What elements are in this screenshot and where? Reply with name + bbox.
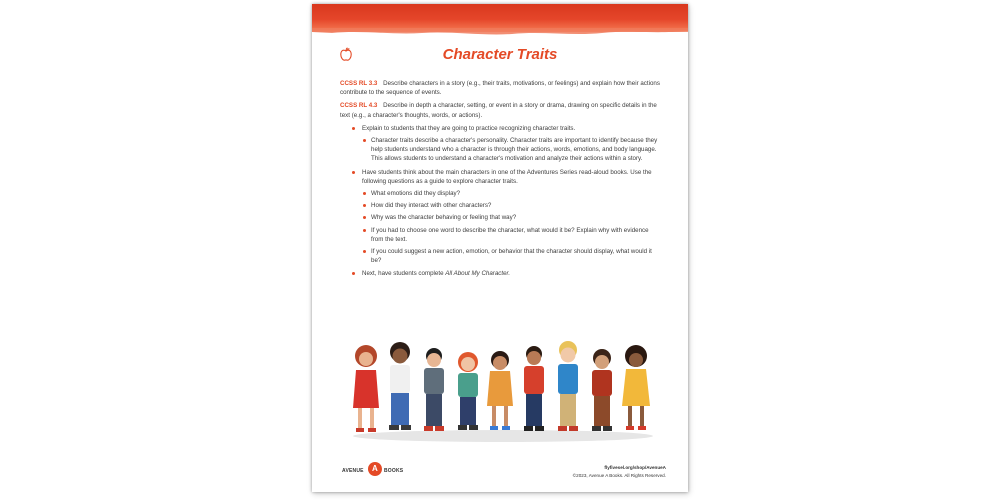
standard-item: [340, 101, 662, 119]
child-figure: [353, 345, 379, 432]
bullet-text: Next, have students complete: [362, 270, 446, 278]
sub-list-item: If you had to choose one word to describe the character, what would it be? Explain why with evidence from the text.: [362, 226, 662, 244]
standard-code: CCSS RL 4.3: [340, 102, 378, 110]
document-page: [312, 4, 688, 492]
footer-copyright: ©2023, Avenue A Books. All Rights Reserved.: [572, 473, 666, 478]
sub-list: [362, 189, 662, 265]
page-title: Character Traits: [442, 46, 558, 63]
list-item: [340, 269, 662, 278]
worksheet-title: All About My Character.: [445, 270, 511, 278]
child-figure: [487, 351, 513, 430]
sub-list-item: Character traits describe a character's personality. Character traits are important to identify because they help students understand who a character is through their actions, words, emotions, and body language. This allows students to understand a character's motivation and analyze their actions within a story.: [362, 136, 662, 164]
children-illustration: [348, 334, 658, 444]
logo-mark: A: [368, 462, 382, 476]
content-body: [340, 79, 662, 279]
banner-brush-edge: [312, 28, 688, 36]
child-figure: [622, 345, 650, 430]
child-figure: [424, 348, 444, 431]
standard-text: Describe characters in a story (e.g., their traits, motivations, or feelings) and explain how their actions contribute to the sequence of events.: [340, 80, 660, 97]
instruction-list: [340, 124, 662, 279]
sub-list-item: Why was the character behaving or feeling that way?: [362, 213, 662, 222]
child-figure: [592, 349, 612, 431]
sub-list-item: What emotions did they display?: [362, 189, 662, 198]
avenue-a-books-logo: [342, 462, 422, 478]
list-item: [340, 124, 662, 164]
bullet-text: Explain to students that they are going to practice recognizing character traits.: [362, 124, 576, 132]
list-item: [340, 168, 662, 266]
sub-list-item: If you could suggest a new action, emotion, or behavior that the character should display, what would it be?: [362, 247, 662, 265]
standard-text: Describe in depth a character, setting, or event in a story or drama, drawing on specific details in the text (e.g., a character's thoughts, words, or actions).: [340, 102, 657, 119]
standard-code: CCSS RL 3.3: [340, 80, 378, 87]
footer-info: [573, 464, 666, 480]
bullet-text: Have students think about the main characters in one of the Adventures Series read-aloud books. Use the following questions as a guide to explore character traits.: [362, 168, 652, 185]
footer-url[interactable]: flyfivesel.org/shop/AvenueA: [604, 465, 666, 470]
standard-item: [340, 79, 662, 97]
child-figure: [558, 341, 578, 431]
child-figure: [524, 346, 544, 431]
child-figure: [389, 342, 411, 430]
logo-text-left: AVENUE: [342, 468, 364, 474]
child-figure: [458, 352, 478, 430]
logo-text-right: BOOKS: [384, 468, 404, 474]
sub-list-item: How did they interact with other characters?: [362, 201, 662, 210]
sub-list: [362, 136, 662, 164]
